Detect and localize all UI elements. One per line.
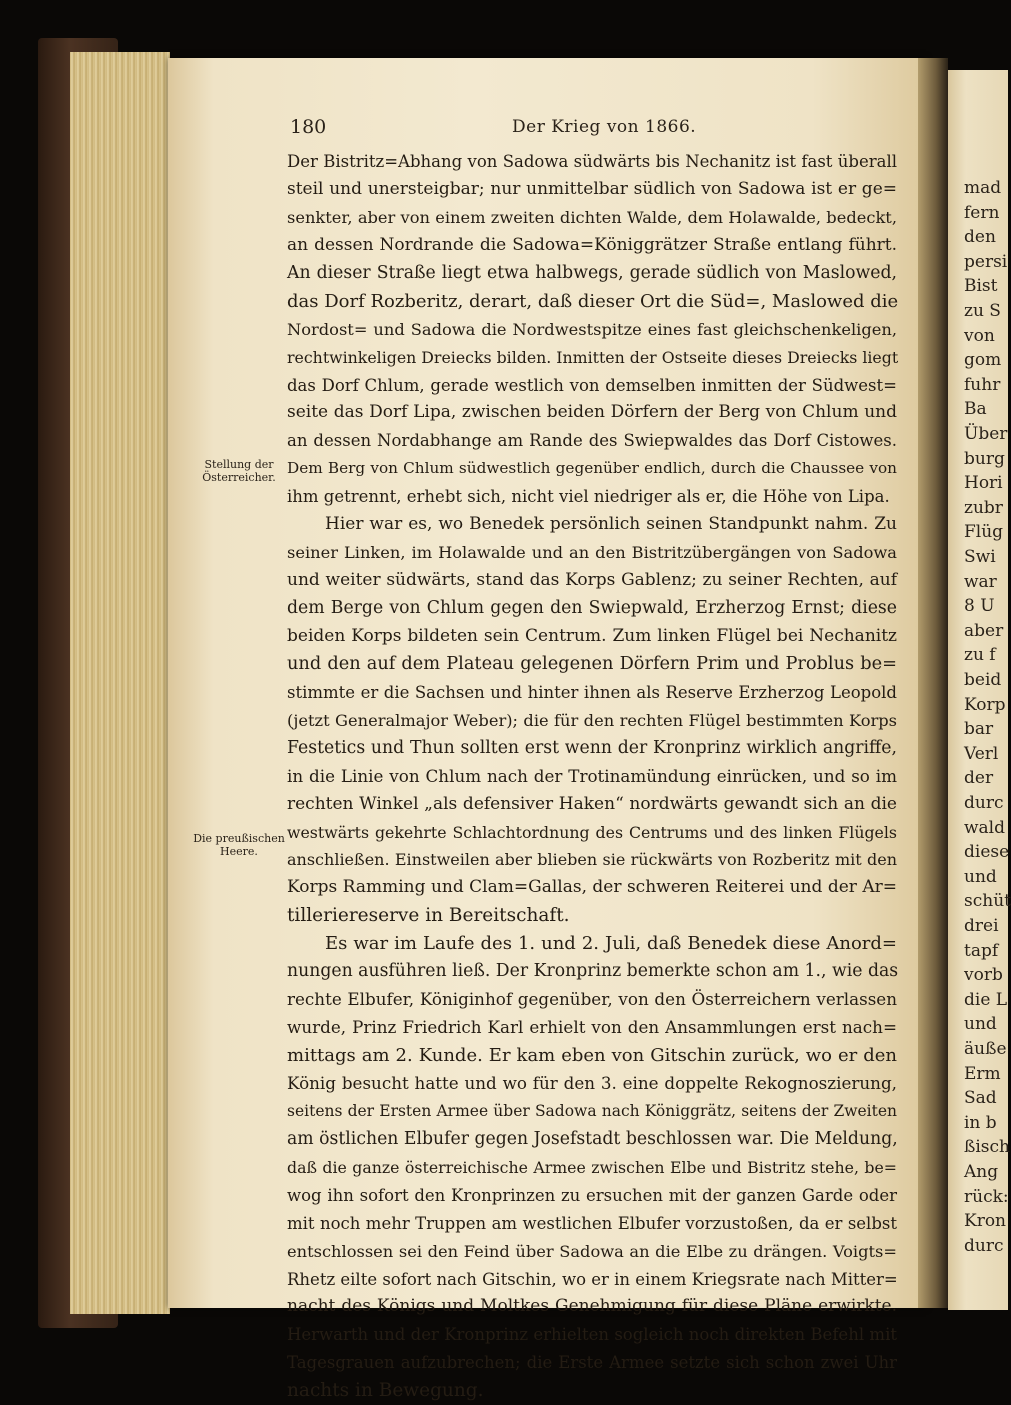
text-line: nachts in Bewegung.: [287, 1380, 484, 1402]
facing-page-line: drei: [964, 916, 999, 936]
text-line: das Dorf Chlum, gerade westlich von demselben inmitten der Südwest=: [287, 375, 897, 395]
facing-page-line: Swi: [964, 547, 996, 567]
text-line: senkter, aber von einem zweiten dichten Walde, dem Holawalde, bedeckt,: [287, 207, 897, 227]
facing-page-line: gom: [964, 350, 1002, 371]
facing-page-line: die L: [964, 989, 1008, 1010]
facing-page-line: den: [964, 227, 996, 248]
margin-note-austrian-position: Stellung der Österreicher.: [202, 458, 276, 484]
page-stack-edges: [70, 52, 170, 1314]
text-line: wog ihn sofort den Kronprinzen zu ersuchen mit der ganzen Garde oder: [287, 1185, 897, 1205]
text-line: Rhetz eilte sofort nach Gitschin, wo er in einem Kriegsrate nach Mitter=: [287, 1269, 898, 1289]
facing-page-line: Sad: [964, 1088, 997, 1109]
text-line: seite das Dorf Lipa, zwischen beiden Dörfern der Berg von Chlum und: [287, 402, 897, 423]
text-line: An dieser Straße liegt etwa halbwegs, gerade südlich von Maslowed,: [287, 262, 897, 283]
facing-page-line: fern: [964, 202, 1000, 223]
text-line: daß die ganze österreichische Armee zwischen Elbe und Bistritz stehe, be=: [287, 1157, 897, 1177]
facing-page-line: Kron: [964, 1211, 1007, 1232]
text-line: Der Bistritz=Abhang von Sadowa südwärts bis Nechanitz ist fast überall: [287, 152, 897, 171]
facing-page-line: Bist: [964, 276, 998, 297]
facing-page-fragment: [948, 70, 1011, 1310]
text-line: rechten Winkel „als defensiver Haken“ nordwärts gewandt sich an die: [287, 793, 897, 814]
text-line: mittags am 2. Kunde. Er kam eben von Gitschin zurück, wo er den: [287, 1045, 897, 1066]
text-line: stimmte er die Sachsen und hinter ihnen als Reserve Erzherzog Leopold: [287, 682, 897, 702]
text-line: in die Linie von Chlum nach der Trotinamündung einrücken, und so im: [287, 765, 897, 786]
text-line: nacht des Königs und Moltkes Genehmigung für diese Pläne erwirkte.: [287, 1296, 897, 1317]
facing-page-line: in b: [964, 1112, 997, 1133]
facing-page-line: mad: [964, 178, 1002, 198]
text-line: Festetics und Thun sollten erst wenn der Kronprinz wirklich angriffe,: [287, 737, 897, 758]
text-line: Nordost= und Sadowa die Nordwestspitze eines fast gleichschenkeligen,: [287, 319, 897, 339]
facing-page-line: Verl: [964, 743, 999, 764]
text-line: Korps Ramming und Clam=Gallas, der schweren Reiterei und der Ar=: [287, 877, 897, 898]
text-line: nungen ausführen ließ. Der Kronprinz bemerkte schon am 1., wie das: [287, 961, 899, 982]
facing-page-line: schüt: [964, 891, 1011, 912]
facing-page-line: ßisch: [964, 1137, 1010, 1158]
text-line: König besucht hatte und wo für den 3. eine doppelte Rekognoszierung,: [287, 1072, 897, 1093]
text-line: Hier war es, wo Benedek persönlich seinen Standpunkt nahm. Zu: [325, 514, 897, 535]
text-line: seiner Linken, im Holawalde und an den Bistritzübergängen von Sadowa: [287, 543, 897, 563]
facing-page-line: durc: [964, 1235, 1004, 1256]
facing-page-line: Über: [964, 424, 1008, 444]
text-line: Es war im Laufe des 1. und 2. Juli, daß Benedek diese Anord=: [325, 933, 897, 955]
facing-page-line: zubr: [964, 497, 1003, 518]
facing-page-line: rück:: [964, 1186, 1009, 1207]
text-line: und den auf dem Plateau gelegenen Dörfern Prim und Problus be=: [287, 653, 897, 674]
facing-page-line: persi: [964, 251, 1008, 272]
facing-page-line: bar: [964, 719, 994, 740]
book-gutter: [918, 58, 948, 1308]
facing-page-line: diese: [964, 842, 1010, 863]
text-line: dem Berge von Chlum gegen den Swiepwald, Erzherzog Ernst; diese: [287, 598, 897, 618]
text-line: rechtwinkeligen Dreiecks bilden. Inmitten der Ostseite dieses Dreiecks liegt: [287, 347, 899, 367]
facing-page-line: zu S: [964, 301, 1001, 321]
facing-page-line: Erm: [964, 1063, 1001, 1084]
facing-page-line: 8 U: [964, 596, 995, 617]
body-text: [287, 148, 897, 1405]
margin-note-prussian-armies: Die preußischen Heere.: [193, 832, 285, 858]
text-line: an dessen Nordabhange am Rande des Swiepwaldes das Dorf Cistowes.: [287, 431, 897, 451]
text-line: Dem Berg von Chlum südwestlich gegenüber endlich, durch die Chaussee von: [287, 459, 897, 478]
text-line: Herwarth und der Kronprinz erhielten sogleich noch direkten Befehl mit: [287, 1325, 897, 1345]
facing-page-line: war: [964, 571, 997, 592]
facing-page-line: durc: [964, 793, 1004, 813]
text-line: Tagesgrauen aufzubrechen; die Erste Armee setzte sich schon zwei Uhr: [287, 1353, 897, 1373]
page-header: [290, 116, 890, 142]
facing-page-line: Ba: [964, 399, 987, 420]
running-title: Der Krieg von 1866.: [512, 117, 697, 137]
text-line: wurde, Prinz Friedrich Karl erhielt von den Ansammlungen erst nach=: [287, 1017, 897, 1038]
text-line: tilleriereserve in Bereitschaft.: [287, 905, 570, 927]
text-line: westwärts gekehrte Schlachtordnung des Centrums und des linken Flügels: [287, 822, 897, 842]
text-line: seitens der Ersten Armee über Sadowa nach Königgrätz, seitens der Zweiten: [287, 1101, 897, 1120]
facing-page-line: beid: [964, 670, 1002, 690]
facing-page-line: von: [964, 325, 995, 346]
text-line: und weiter südwärts, stand das Korps Gablenz; zu seiner Rechten, auf: [287, 570, 897, 591]
text-line: rechte Elbufer, Königinhof gegenüber, von den Österreichern verlassen: [287, 989, 897, 1010]
facing-page-line: tapf: [964, 940, 999, 961]
facing-page-line: wald: [964, 817, 1006, 838]
text-line: anschließen. Einstweilen aber blieben sie rückwärts von Rozberitz mit den: [287, 850, 897, 870]
facing-page-line: aber: [964, 620, 1004, 641]
facing-page-line: Hori: [964, 473, 1003, 494]
facing-page-line: der: [964, 768, 994, 789]
facing-page-line: vorb: [964, 965, 1003, 986]
text-line: ihm getrennt, erhebt sich, nicht viel niedriger als er, die Höhe von Lipa.: [287, 487, 890, 507]
facing-page-line: zu f: [964, 645, 996, 666]
facing-page-line: äuße: [964, 1039, 1007, 1059]
text-line: beiden Korps bildeten sein Centrum. Zum linken Flügel bei Nechanitz: [287, 625, 897, 646]
text-line: steil und unersteigbar; nur unmittelbar südlich von Sadowa ist er ge=: [287, 178, 897, 199]
facing-page-line: Flüg: [964, 522, 1004, 543]
page-number: 180: [290, 116, 327, 138]
text-line: entschlossen sei den Feind über Sadowa an die Elbe zu drängen. Voigts=: [287, 1241, 897, 1261]
facing-page-line: und: [964, 1014, 997, 1035]
facing-page-line: und: [964, 866, 997, 887]
facing-page-line: Ang: [964, 1162, 999, 1182]
text-line: (jetzt Generalmajor Weber); die für den rechten Flügel bestimmten Korps: [287, 710, 897, 730]
facing-page-line: Korp: [964, 694, 1006, 715]
text-line: an dessen Nordrande die Sadowa=Königgrätzer Straße entlang führt.: [287, 234, 897, 255]
text-line: am östlichen Elbufer gegen Josefstadt beschlossen war. Die Meldung,: [287, 1128, 898, 1149]
text-line: mit noch mehr Truppen am westlichen Elbufer vorzustoßen, da er selbst: [287, 1213, 897, 1233]
text-line: das Dorf Rozberitz, derart, daß dieser Ort die Süd=, Maslowed die: [287, 290, 899, 312]
facing-page-line: burg: [964, 448, 1005, 469]
facing-page-line: fuhr: [964, 374, 1001, 395]
